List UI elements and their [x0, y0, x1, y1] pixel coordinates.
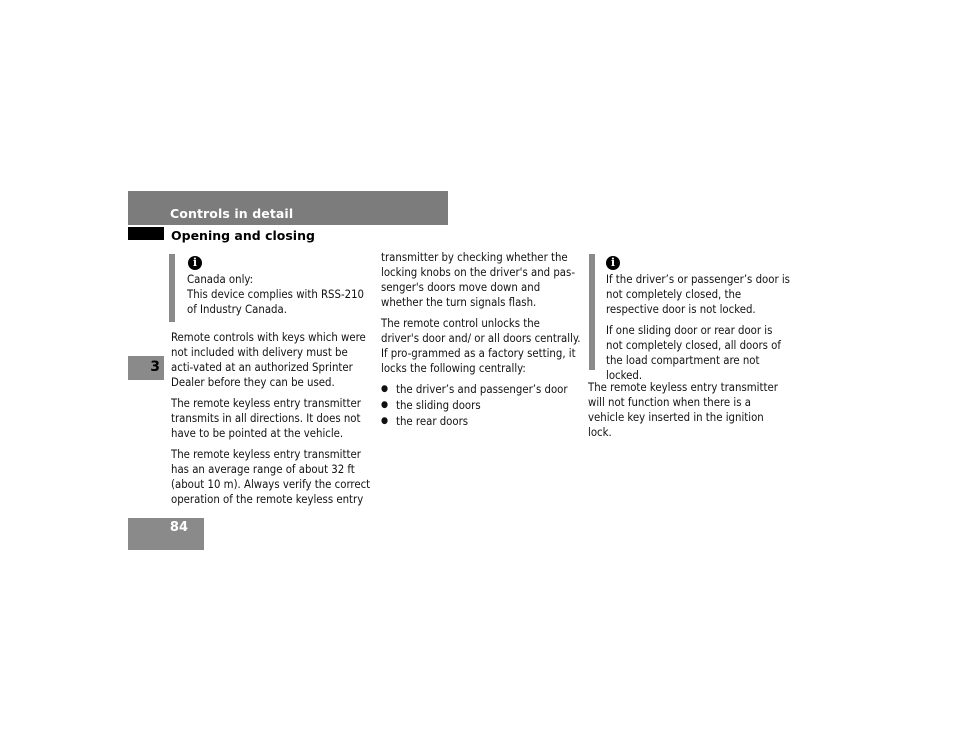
- doors-note: [589, 254, 790, 382]
- list-item: ● the rear doors: [381, 414, 581, 429]
- text-column-1: [171, 330, 371, 513]
- paragraph: The remote keyless entry transmitter transmits in all directions. It does not have to be pointed at the vehicle.: [171, 397, 361, 440]
- note-text: [187, 272, 377, 317]
- note-bar: [169, 254, 175, 322]
- paragraph: The remote keyless entry transmitter will not function when there is a vehicle key inserted in the ignition lock.: [588, 381, 778, 439]
- paragraph: The remote keyless entry transmitter has an average range of about 32 ft (about 10 m). Always verify the correct operation of the remote keyless entry: [171, 448, 371, 506]
- info-icon: i: [606, 256, 620, 270]
- paragraph: transmitter by checking whether the locking knobs on the driver's and pas-senger's doors move down and whether the turn signals flash.: [381, 251, 575, 309]
- header-marker: [128, 227, 164, 240]
- paragraph: The remote control unlocks the driver's door and/ or all doors centrally. If pro-grammed as a factory setting, it locks the following centrally:: [381, 317, 581, 375]
- text-column-2: [381, 250, 581, 430]
- canada-note: [169, 254, 369, 322]
- bullet-list: [381, 382, 581, 429]
- list-item: ● the sliding doors: [381, 398, 581, 413]
- note-paragraph: If one sliding door or rear door is not completely closed, all doors of the load compartment are not locked.: [606, 324, 781, 382]
- page-number: 84: [169, 520, 188, 535]
- note-line: This device complies with RSS-210 of Industry Canada.: [187, 288, 365, 316]
- subsection-title: Opening and closing: [171, 228, 315, 243]
- note-paragraph: If the driver’s or passenger’s door is not completely closed, the respective door is not locked.: [606, 273, 790, 316]
- chapter-number: 3: [150, 359, 160, 375]
- note-bar: [589, 254, 595, 370]
- info-icon: i: [188, 256, 202, 270]
- section-title: Controls in detail: [170, 206, 294, 221]
- note-line: Canada only:: [187, 273, 254, 286]
- note-text: [606, 272, 791, 389]
- text-column-3: [588, 380, 788, 446]
- list-item: ● the driver’s and passenger’s door: [381, 382, 581, 397]
- paragraph: Remote controls with keys which were not included with delivery must be acti-vated at an authorized Sprinter Dealer before they can be used.: [171, 331, 366, 389]
